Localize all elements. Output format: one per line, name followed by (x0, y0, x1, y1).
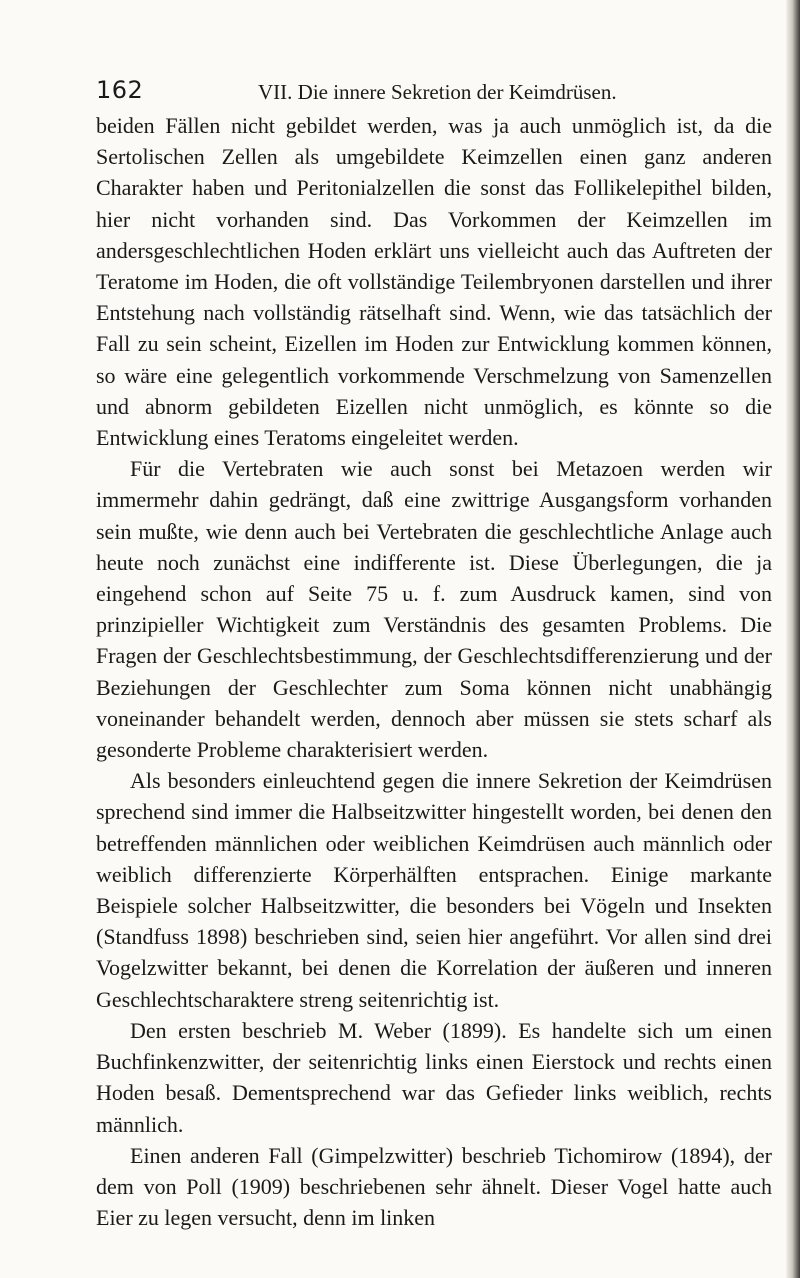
paragraph-1: beiden Fällen nicht gebildet werden, was ja auch unmöglich ist, da die Sertolischen Zellen als umgebildete Keimzellen einen ganz anderen Charakter haben und Peritonialzellen die sonst das Follikelepithel bilden, hier nicht vorhanden sind. Das Vorkommen der Keimzellen im andersgeschlechtlichen Hoden erklärt uns vielleicht auch das Auftreten der Teratome im Hoden, die oft vollständige Teilembryonen darstellen und ihrer Entstehung nach vollständig rätselhaft sind. Wenn, wie das tatsächlich der Fall zu sein scheint, Eizellen im Hoden zur Entwicklung kommen können, so wäre eine gelegentlich vorkommende Verschmelzung von Samenzellen und abnorm gebildeten Eizellen nicht unmöglich, es könnte so die Entwicklung eines Teratoms eingeleitet werden. (96, 113, 772, 451)
body-text (96, 110, 772, 1233)
paragraph-3: Als besonders einleuchtend gegen die innere Sekretion der Keimdrüsen sprechend sind immer die Halbseitzwitter hingestellt worden, bei denen den betreffenden männlichen oder weiblichen Keimdrüsen auch männlich oder weiblich differenzierte Körperhälften entsprachen. Einige markante Beispiele solcher Halbseitzwitter, die besonders bei Vögeln und Insekten (Standfuss 1898) beschrieben sind, seien hier angeführt. Vor allen sind drei Vogelzwitter bekannt, bei denen die Korrelation der äußeren und inneren Geschlechtscharaktere streng seitenrichtig ist. (96, 768, 772, 1012)
page-edge-shadow (786, 0, 800, 1278)
paragraph-2: Für die Vertebraten wie auch sonst bei Metazoen werden wir immermehr dahin gedrängt, daß eine zwittrige Ausgangsform vorhanden sein mußte, wie denn auch bei Vertebraten die geschlechtliche Anlage auch heute noch zunächst eine indifferente ist. Diese Überlegungen, die ja eingehend schon auf Seite 75 u. f. zum Ausdruck kamen, sind von prinzipieller Wichtigkeit zum Verständnis des gesamten Problems. Die Fragen der Geschlechtsbestimmung, der Geschlechtsdifferenzierung und der Beziehungen der Geschlechter zum Soma können nicht unabhängig voneinander behandelt werden, dennoch aber müssen sie stets scharf als gesonderte Probleme charakterisiert werden. (96, 456, 772, 763)
page-number: 162 (96, 76, 144, 104)
running-head: VII. Die innere Sekretion der Keimdrüsen. (258, 80, 617, 104)
page-header (96, 76, 736, 112)
paragraph-4: Den ersten beschrieb M. Weber (1899). Es handelte sich um einen Buchfinkenzwitter, der seitenrichtig links einen Eierstock und rechts einen Hoden besaß. Dementsprechend war das Gefieder links weiblich, rechts männlich. (96, 1017, 772, 1137)
paragraph-5: Einen anderen Fall (Gimpelzwitter) beschrieb Tichomirow (1894), der dem von Poll (1909) beschriebenen sehr ähnelt. Dieser Vogel hatte auch Eier zu legen versucht, denn im linken (96, 1142, 772, 1231)
